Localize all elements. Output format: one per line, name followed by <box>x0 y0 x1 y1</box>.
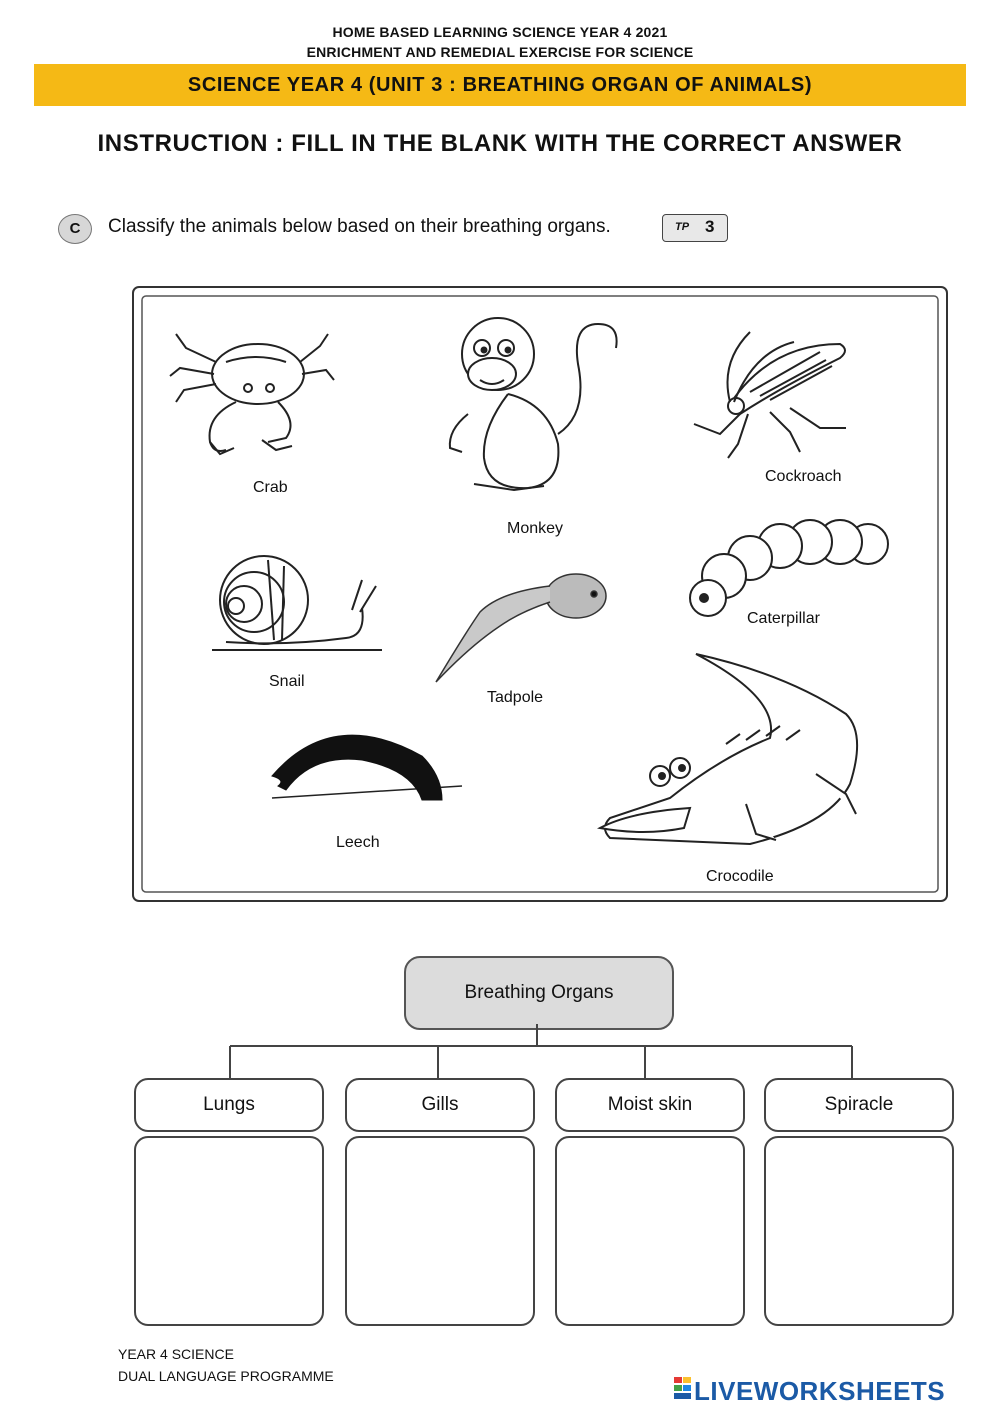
category-label-spiracle: Spiracle <box>764 1078 954 1132</box>
question-badge: C <box>58 214 92 244</box>
footer-line-2: DUAL LANGUAGE PROGRAMME <box>118 1368 334 1384</box>
liveworksheets-brand: LIVEWORKSHEETS <box>694 1376 946 1406</box>
unit-title-banner: SCIENCE YEAR 4 (UNIT 3 : BREATHING ORGAN OF ANIMALS) <box>34 64 966 106</box>
snail-icon <box>202 550 392 660</box>
animal-label-caterpillar: Caterpillar <box>747 610 820 627</box>
header-line-2: ENRICHMENT AND REMEDIAL EXERCISE FOR SCIENCE <box>306 44 694 60</box>
tp-label: TP <box>675 221 690 233</box>
question-text: Classify the animals below based on their breathing organs. <box>108 216 611 237</box>
tp-level-badge <box>662 214 728 242</box>
crocodile-icon <box>596 644 876 864</box>
answer-box-gills[interactable] <box>345 1136 535 1326</box>
category-label-lungs: Lungs <box>134 1078 324 1132</box>
answer-box-spiracle[interactable] <box>764 1136 954 1326</box>
header-line-1: HOME BASED LEARNING SCIENCE YEAR 4 2021 <box>332 24 668 40</box>
answer-box-lungs[interactable] <box>134 1136 324 1326</box>
tadpole-icon <box>430 566 620 686</box>
animal-label-crab: Crab <box>253 479 288 496</box>
animal-label-crocodile: Crocodile <box>706 868 774 885</box>
caterpillar-icon <box>684 508 894 618</box>
cockroach-icon <box>690 316 860 466</box>
breathing-organs-root-box: Breathing Organs <box>404 956 674 1030</box>
diagram-connector-lines <box>0 1024 1000 1080</box>
animal-label-tadpole: Tadpole <box>487 689 544 706</box>
crab-icon <box>166 322 336 462</box>
animal-label-monkey: Monkey <box>507 520 564 537</box>
animal-label-cockroach: Cockroach <box>765 468 842 485</box>
monkey-icon <box>428 304 628 514</box>
leech-icon <box>262 724 472 824</box>
liveworksheets-logo-icon <box>674 1377 692 1401</box>
category-label-moist-skin: Moist skin <box>555 1078 745 1132</box>
animal-label-leech: Leech <box>336 834 380 851</box>
instruction-text: INSTRUCTION : FILL IN THE BLANK WITH THE CORRECT ANSWER <box>97 130 903 157</box>
category-label-gills: Gills <box>345 1078 535 1132</box>
footer-line-1: YEAR 4 SCIENCE <box>118 1346 234 1362</box>
tp-level: 3 <box>705 217 715 236</box>
animal-label-snail: Snail <box>269 673 305 690</box>
answer-box-moist-skin[interactable] <box>555 1136 745 1326</box>
